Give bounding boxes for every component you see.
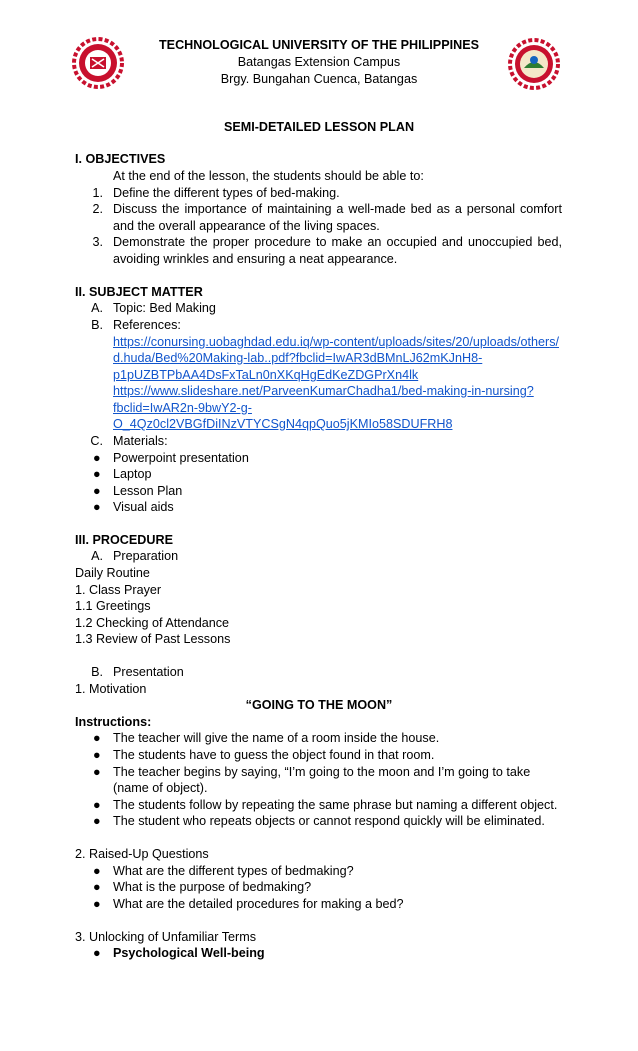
materials-label: Materials: [113, 434, 168, 448]
campus-address: Brgy. Bungahan Cuenca, Batangas [220, 72, 418, 86]
preparation-marker: A. [91, 549, 103, 563]
routine-item: 1.3 Review of Past Lessons [75, 632, 231, 646]
instruction-item: The students have to guess the object found in that room. [113, 748, 435, 762]
subject-matter-heading: II. SUBJECT MATTER [75, 285, 203, 299]
page-title: SEMI-DETAILED LESSON PLAN [223, 120, 415, 134]
materials-marker: C. [90, 434, 103, 448]
bullet-icon: ● [93, 467, 101, 481]
objective-number: 3. [92, 235, 103, 249]
reference-link[interactable]: p1pUZBTPbAA4DsFxTaLn0nXKqHgEdKeZDGPrXn4lk [113, 368, 419, 382]
bullet-icon: ● [93, 500, 101, 514]
reference-link[interactable]: O_4Qz0cl2VBGfDiINzVTYCSgN4qpQuo5jKMIo58SDUFRH8 [113, 417, 453, 431]
material-item: Laptop [113, 467, 152, 481]
objectives-heading: I. OBJECTIVES [75, 152, 166, 166]
routine-item: 1.2 Checking of Attendance [75, 616, 230, 630]
bullet-icon: ● [93, 880, 101, 894]
references-marker: B. [91, 318, 103, 332]
reference-link[interactable]: https://www.slideshare.net/ParveenKumarChadha1/bed-making-in-nursing? [113, 384, 534, 398]
bullet-icon: ● [93, 897, 101, 911]
campus-name: Batangas Extension Campus [237, 55, 401, 69]
question-item: What is the purpose of bedmaking? [113, 880, 312, 894]
instructions-heading: Instructions: [75, 715, 152, 729]
routine-item: Daily Routine [75, 566, 150, 580]
question-item: What are the detailed procedures for making a bed? [113, 897, 404, 911]
bullet-icon: ● [93, 451, 101, 465]
topic-marker: A. [91, 301, 103, 315]
objective-item: Demonstrate the proper procedure to make an occupied and unoccupied bed, avoiding wrinkles and ensuring a neat appearance. [113, 235, 562, 266]
bullet-icon: ● [93, 814, 101, 828]
bullet-icon: ● [93, 864, 101, 878]
bullet-icon: ● [93, 798, 101, 812]
preparation-label: Preparation [113, 549, 179, 563]
bullet-icon: ● [93, 748, 101, 762]
objective-number: 2. [92, 202, 103, 216]
material-item: Visual aids [113, 500, 174, 514]
presentation-marker: B. [91, 665, 103, 679]
unlocking-heading: 3. Unlocking of Unfamiliar Terms [75, 930, 257, 944]
material-item: Powerpoint presentation [113, 451, 249, 465]
routine-item: 1.1 Greetings [75, 599, 151, 613]
objective-item: Define the different types of bed-making. [113, 186, 340, 200]
objective-item: Discuss the importance of maintaining a well-made bed as a personal comfort and the overall appearance of the living spaces. [113, 202, 562, 233]
bullet-icon: ● [93, 765, 101, 779]
instruction-item: The students follow by repeating the same phrase but naming a different object. [113, 798, 558, 812]
raised-questions-heading: 2. Raised-Up Questions [75, 847, 209, 861]
instruction-item: The student who repeats objects or cannot respond quickly will be eliminated. [113, 814, 545, 828]
objective-number: 1. [92, 186, 103, 200]
reference-link[interactable]: fbclid=IwAR2n-9bwY2-g- [113, 401, 252, 415]
university-name: TECHNOLOGICAL UNIVERSITY OF THE PHILIPPINES [158, 38, 479, 52]
question-item: What are the different types of bedmaking? [113, 864, 354, 878]
objectives-intro: At the end of the lesson, the students should be able to: [113, 169, 424, 183]
bullet-icon: ● [93, 731, 101, 745]
routine-item: 1. Class Prayer [75, 583, 162, 597]
topic: Topic: Bed Making [113, 301, 216, 315]
instruction-item-continued: (name of object). [113, 781, 208, 795]
bullet-icon: ● [93, 484, 101, 498]
motivation-label: 1. Motivation [75, 682, 147, 696]
presentation-label: Presentation [113, 665, 184, 679]
bullet-icon: ● [93, 946, 101, 960]
procedure-heading: III. PROCEDURE [75, 533, 173, 547]
reference-link[interactable]: https://conursing.uobaghdad.edu.iq/wp-content/uploads/sites/20/uploads/others/ [113, 335, 559, 349]
instruction-item: The teacher begins by saying, “I’m going to the moon and I’m going to take [113, 765, 531, 779]
game-title: “GOING TO THE MOON” [245, 698, 393, 712]
term-item: Psychological Well-being [113, 946, 265, 960]
instruction-item: The teacher will give the name of a room inside the house. [113, 731, 440, 745]
material-item: Lesson Plan [113, 484, 183, 498]
references-label: References: [113, 318, 181, 332]
reference-link[interactable]: d.huda/Bed%20Making-lab..pdf?fbclid=IwAR3dBMnLJ62mKJnH8- [113, 351, 483, 365]
